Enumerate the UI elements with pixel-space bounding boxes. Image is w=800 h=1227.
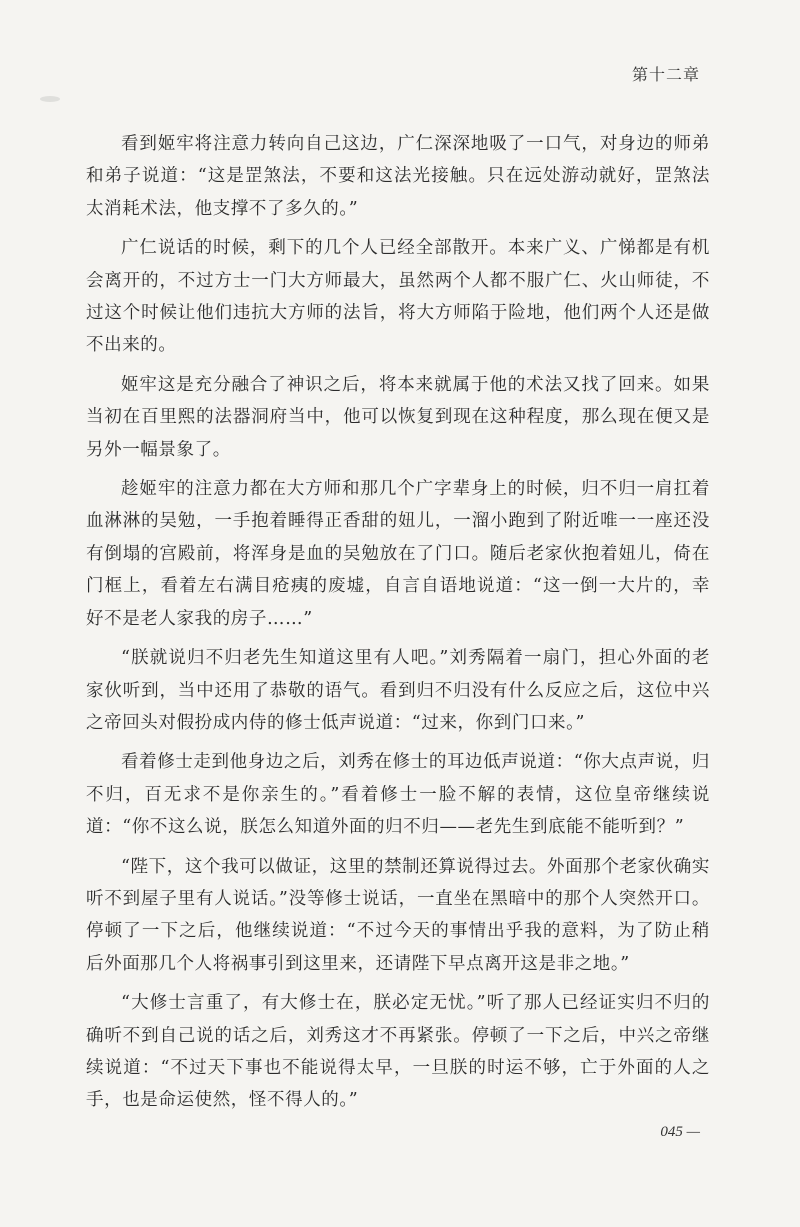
paragraph: 看着修士走到他身边之后，刘秀在修士的耳边低声说道：“你大点声说，归不归，百无求不是你亲生的。”看着修士一脸不解的表情，这位皇帝继续说道：“你不这么说，朕怎么知道外面的归不归——老先生到底能不能听到？” — [86, 752, 710, 838]
paragraph: 趁姬牢的注意力都在大方师和那几个广字辈身上的时候，归不归一肩扛着血淋淋的吴勉，一手抱着睡得正香甜的妞儿，一溜小跑到了附近唯一一座还没有倒塌的宫殿前，将浑身是血的吴勉放在了门口。随后老家伙抱着妞儿，倚在门框上，看着左右满目疮痍的废墟，自言自语地说道：“这一倒一大片的，幸好不是老人家我的房子……” — [86, 479, 710, 629]
chapter-header: 第十二章 — [631, 65, 700, 84]
scan-smudge — [40, 96, 60, 102]
paragraph: 姬牢这是充分融合了神识之后，将本来就属于他的术法又找了回来。如果当初在百里熙的法器洞府当中，他可以恢复到现在这种程度，那么现在便又是另外一幅景象了。 — [86, 374, 710, 460]
paragraph: 看到姬牢将注意力转向自己这边，广仁深深地吸了一口气，对身边的师弟和弟子说道：“这是罡煞法，不要和这法光接触。只在远处游动就好，罡煞法太消耗术法，他支撑不了多久的。” — [86, 134, 710, 219]
page-number: 045 — — [660, 1124, 700, 1140]
paragraph: 广仁说话的时候，剩下的几个人已经全部散开。本来广义、广悌都是有机会离开的，不过方士一门大方师最大，虽然两个人都不服广仁、火山师徒，不过这个时候让他们违抗大方师的法旨，将大方师陷于险地，他们两个人还是做不出来的。 — [86, 238, 710, 356]
paragraph: “大修士言重了，有大修士在，朕必定无忧。”听了那人已经证实归不归的确听不到自己说的话之后，刘秀这才不再紧张。停顿了一下之后，中兴之帝继续说道：“不过天下事也不能说得太早，一旦朕的时运不够，亡于外面的人之手，也是命运使然，怪不得人的。” — [86, 993, 710, 1111]
body-text — [86, 128, 710, 1124]
paragraph: “陛下，这个我可以做证，这里的禁制还算说得过去。外面那个老家伙确实听不到屋子里有人说话。”没等修士说话，一直坐在黑暗中的那个人突然开口。停顿了一下之后，他继续说道：“不过今天的事情出乎我的意料，为了防止稍后外面那几个人将祸事引到这里来，还请陛下早点离开这是非之地。” — [86, 856, 710, 974]
paragraph: “朕就说归不归老先生知道这里有人吧。”刘秀隔着一扇门，担心外面的老家伙听到，当中还用了恭敬的语气。看到归不归没有什么反应之后，这位中兴之帝回头对假扮成内侍的修士低声说道：“过来，你到门口来。” — [86, 648, 710, 733]
